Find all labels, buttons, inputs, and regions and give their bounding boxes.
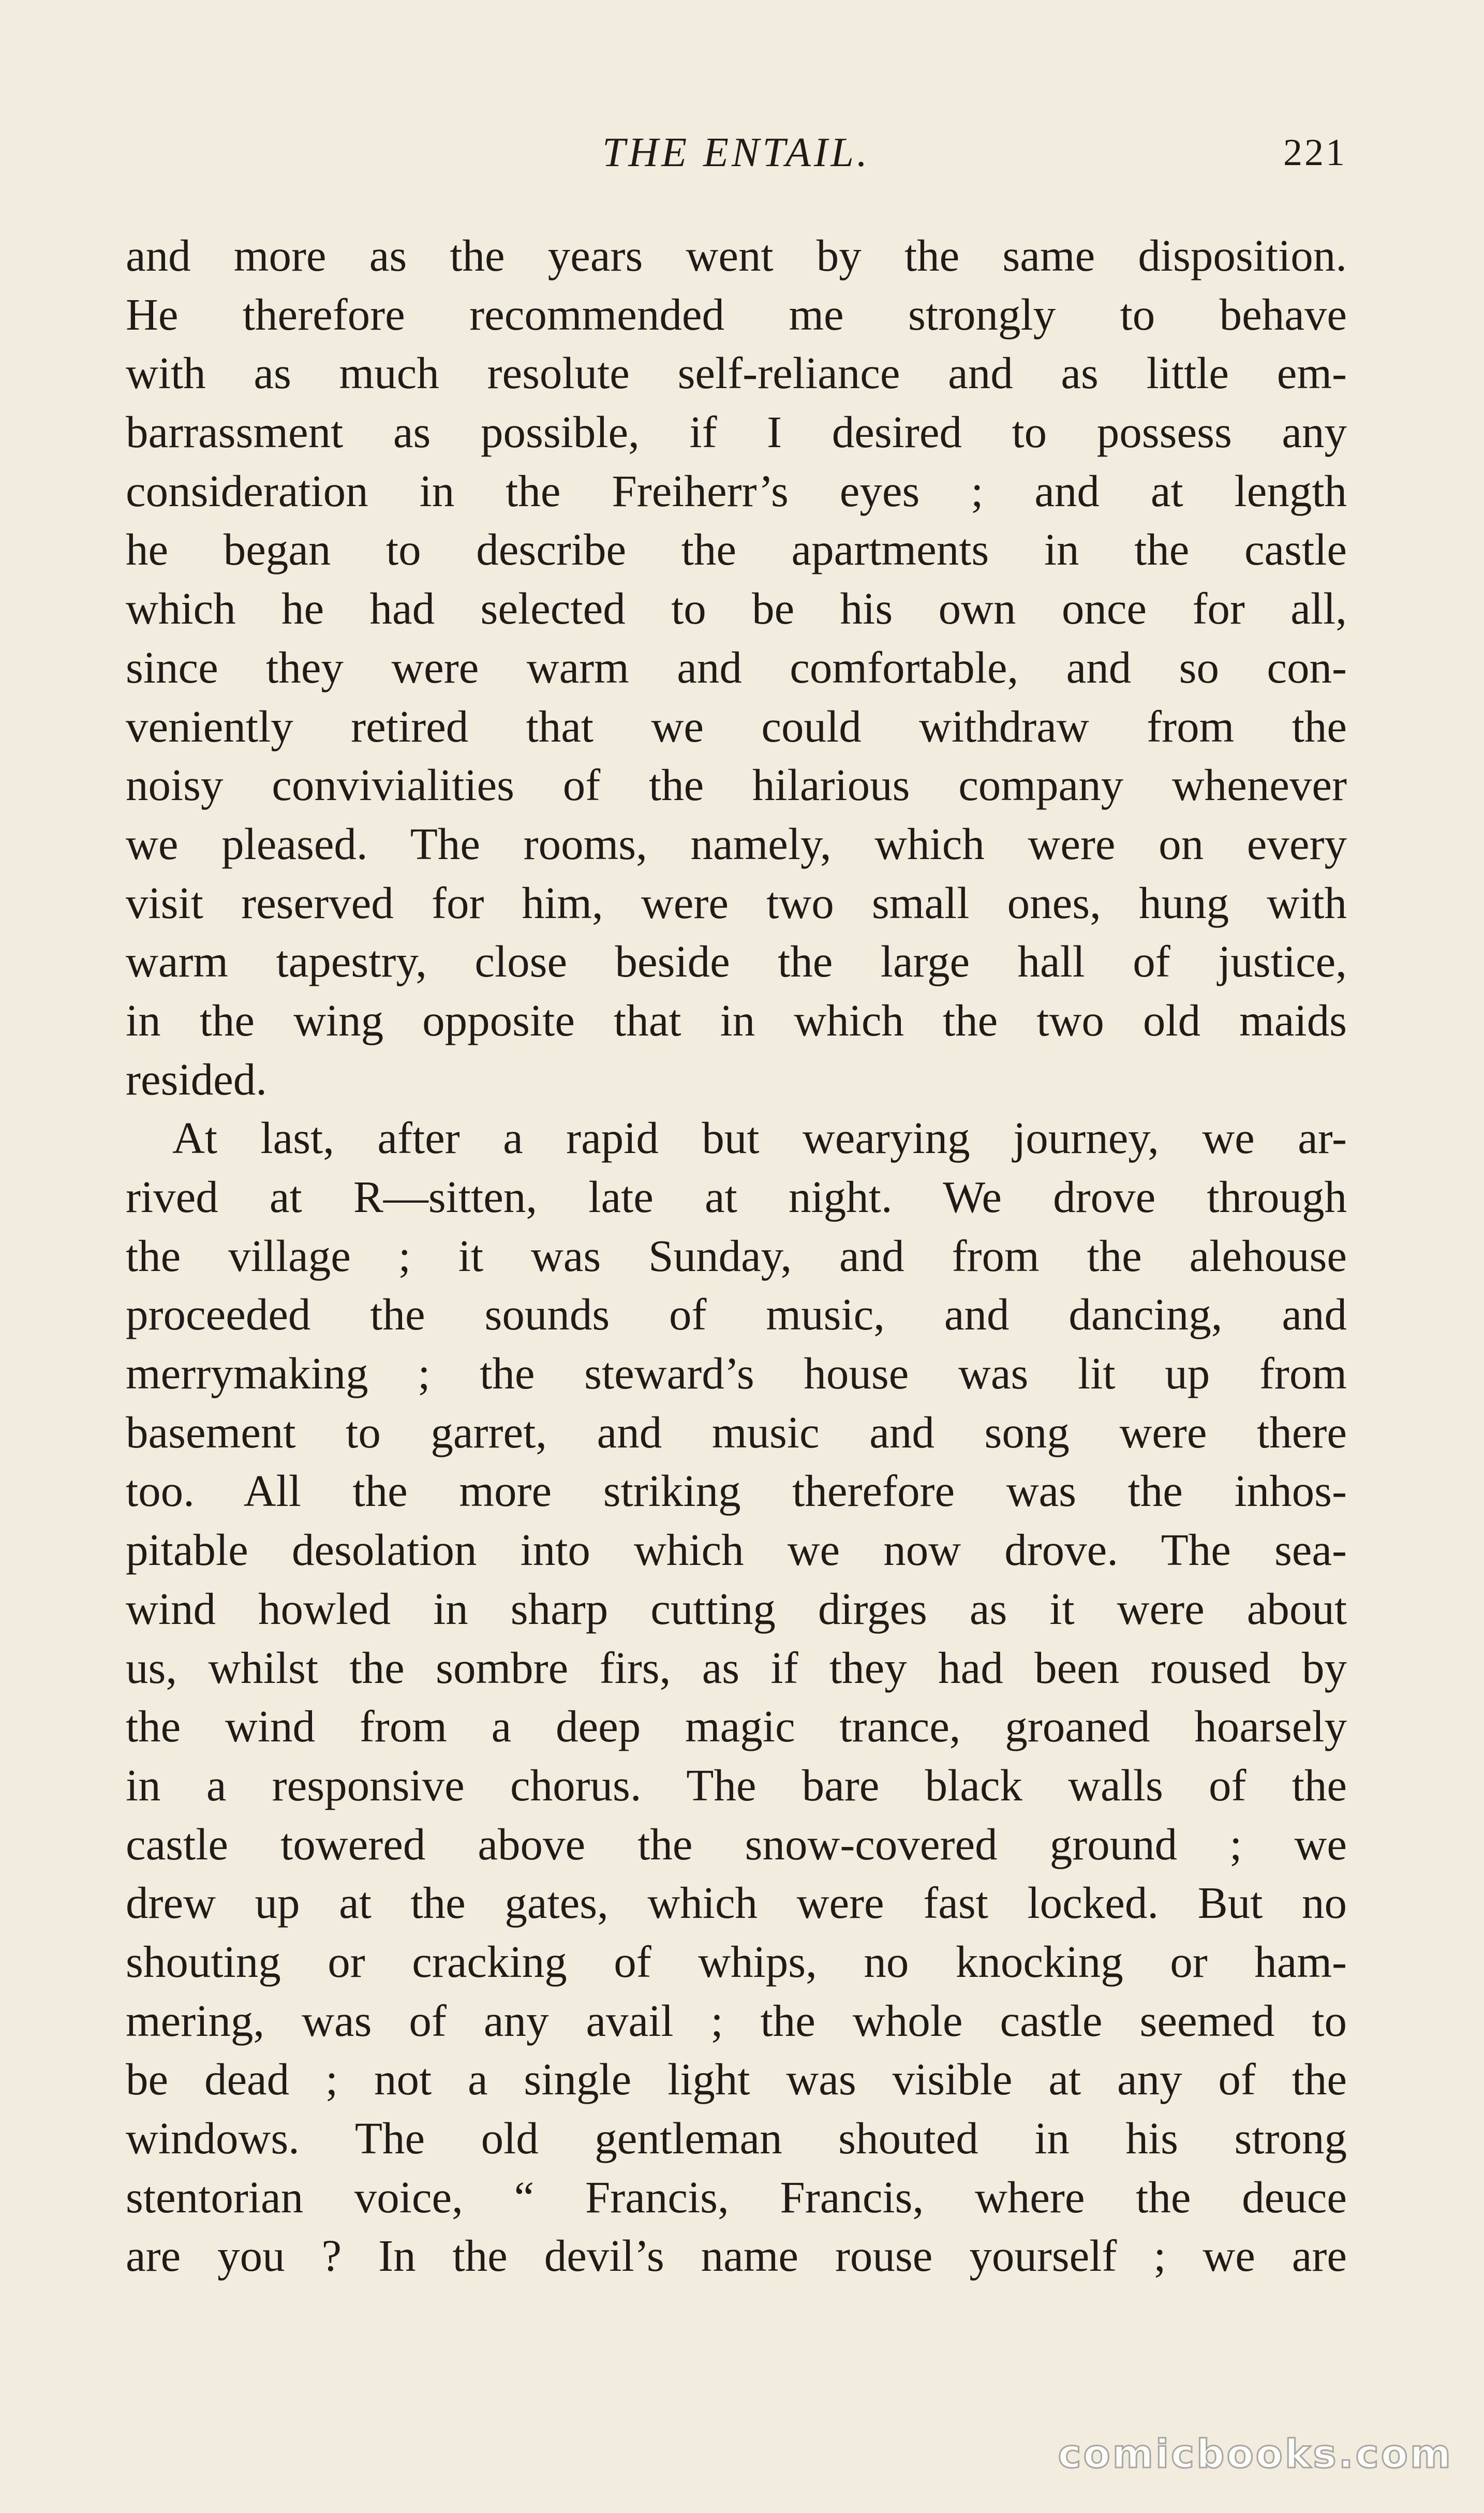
text-line: At last, after a rapid but wearying journey, we ar- [172, 1113, 1347, 1163]
text-line: which he had selected to be his own once for all, [126, 583, 1347, 634]
body-text [126, 226, 1347, 2285]
text-line: warm tapestry, close beside the large hall of justice, [126, 936, 1347, 987]
text-line: merrymaking ; the steward’s house was lit up from [126, 1348, 1347, 1399]
text-line: the village ; it was Sunday, and from the alehouse [126, 1230, 1347, 1281]
text-line: proceeded the sounds of music, and dancing, and [126, 1289, 1347, 1340]
text-line: consideration in the Freiherr’s eyes ; and at length [126, 465, 1347, 516]
text-line: barrassment as possible, if I desired to possess any [126, 407, 1347, 457]
text-line: in a responsive chorus. The bare black walls of the [126, 1760, 1347, 1810]
text-line: He therefore recommended me strongly to behave [126, 289, 1347, 339]
text-line: windows. The old gentleman shouted in his strong [126, 2113, 1347, 2163]
text-line: pitable desolation into which we now drove. The sea- [126, 1525, 1347, 1575]
text-line: in the wing opposite that in which the two old maids [126, 995, 1347, 1045]
text-line: too. All the more striking therefore was the inhos- [126, 1466, 1347, 1516]
text-line: are you ? In the devil’s name rouse yourself ; we are [126, 2230, 1347, 2281]
text-line: resided. [126, 1054, 267, 1104]
text-line: we pleased. The rooms, namely, which were on every [126, 818, 1347, 869]
text-line: drew up at the gates, which were fast locked. But no [126, 1878, 1347, 1928]
text-line: with as much resolute self-reliance and as little em- [126, 348, 1347, 398]
text-line: stentorian voice, “ Francis, Francis, where the deuce [126, 2171, 1347, 2222]
text-line: us, whilst the sombre firs, as if they had been roused by [126, 1642, 1347, 1693]
text-line: the wind from a deep magic trance, groaned hoarsely [126, 1701, 1347, 1752]
text-line: basement to garret, and music and song were there [126, 1407, 1347, 1457]
watermark: comicbooks.com [1058, 2431, 1453, 2477]
text-line: he began to describe the apartments in the castle [126, 524, 1347, 575]
page-header [126, 124, 1347, 181]
text-line: since they were warm and comfortable, and so con- [126, 642, 1347, 692]
running-title: THE ENTAIL. [602, 130, 870, 175]
text-line: castle towered above the snow-covered ground ; we [126, 1819, 1347, 1869]
text-line: and more as the years went by the same disposition. [126, 230, 1347, 280]
text-line: noisy convivialities of the hilarious company whenever [126, 760, 1347, 810]
text-line: shouting or cracking of whips, no knocking or ham- [126, 1936, 1347, 1987]
page-number: 221 [1283, 131, 1347, 174]
text-line: be dead ; not a single light was visible at any of the [126, 2054, 1347, 2105]
text-line: mering, was of any avail ; the whole castle seemed to [126, 1995, 1347, 2046]
text-line: veniently retired that we could withdraw from the [126, 701, 1347, 751]
text-line: visit reserved for him, were two small ones, hung with [126, 877, 1347, 928]
text-line: wind howled in sharp cutting dirges as it were about [126, 1583, 1347, 1634]
text-line: rived at R—sitten, late at night. We drove through [126, 1172, 1347, 1222]
